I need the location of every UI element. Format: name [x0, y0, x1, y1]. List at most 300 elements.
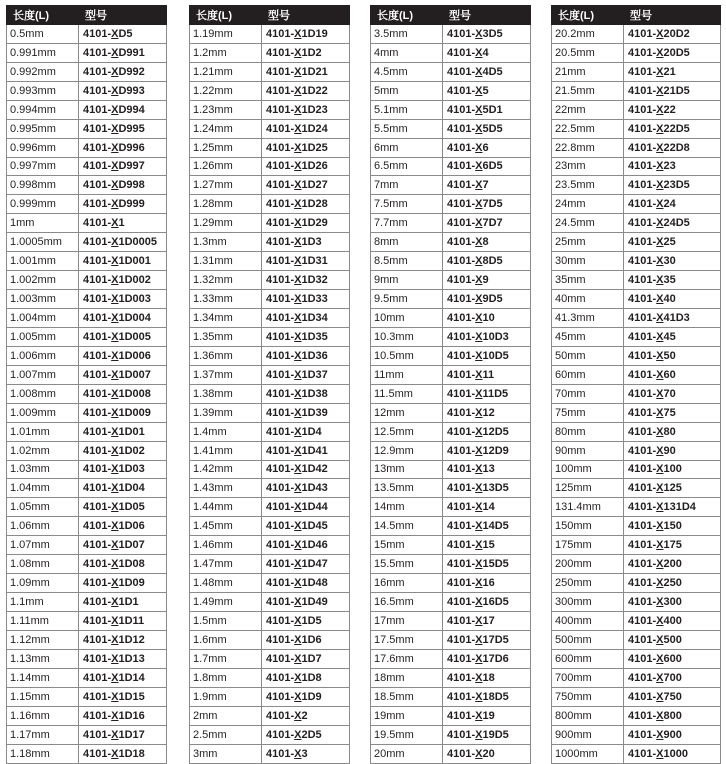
length-cell: 1.34mm: [190, 309, 262, 328]
model-prefix: 4101-: [447, 444, 476, 457]
length-cell: 0.998mm: [7, 176, 79, 195]
table-row: [371, 517, 531, 536]
model-x-letter: X: [111, 558, 119, 571]
model-prefix: 4101-: [447, 65, 476, 78]
model-x-letter: X: [294, 293, 302, 306]
length-cell: 41.3mm: [552, 309, 624, 328]
model-x-letter: X: [475, 103, 483, 116]
model-prefix: 4101-: [447, 311, 476, 324]
model-cell: [262, 460, 350, 479]
model-prefix: 4101-: [266, 217, 295, 230]
model-x-letter: X: [294, 671, 302, 684]
model-cell: [624, 687, 721, 706]
table-row: [552, 365, 721, 384]
model-x-letter: X: [656, 539, 664, 552]
table-row: [7, 233, 167, 252]
model-suffix: 15D5: [482, 558, 509, 571]
table-row: [190, 43, 350, 62]
model-cell: [79, 100, 167, 119]
model-suffix: 1D19: [301, 27, 328, 40]
table-row: [552, 744, 721, 763]
length-cell: 1.42mm: [190, 460, 262, 479]
model-suffix: 1D007: [118, 368, 151, 381]
model-suffix: 1D33: [301, 293, 328, 306]
model-cell: [443, 271, 531, 290]
model-suffix: 21D5: [663, 84, 690, 97]
model-cell: [79, 706, 167, 725]
model-suffix: 150: [663, 520, 682, 533]
model-cell: [624, 119, 721, 138]
model-x-letter: X: [475, 482, 483, 495]
model-x-letter: X: [294, 501, 302, 514]
length-cell: 11mm: [371, 365, 443, 384]
length-cell: 23mm: [552, 157, 624, 176]
model-suffix: 35: [663, 274, 676, 287]
length-cell: 1.39mm: [190, 403, 262, 422]
model-x-letter: X: [475, 444, 483, 457]
table-row: [552, 630, 721, 649]
length-cell: 1.02mm: [7, 441, 79, 460]
model-x-letter: X: [656, 274, 664, 287]
model-cell: [79, 593, 167, 612]
model-suffix: 10D3: [482, 330, 509, 343]
model-suffix: 200: [663, 558, 682, 571]
model-cell: [443, 725, 531, 744]
model-suffix: 11: [482, 368, 495, 381]
model-cell: [624, 271, 721, 290]
model-x-letter: X: [294, 690, 302, 703]
model-cell: [262, 346, 350, 365]
model-suffix: 1D8: [301, 671, 322, 684]
model-x-letter: X: [475, 179, 483, 192]
model-prefix: 4101-: [266, 160, 295, 173]
model-suffix: 131D4: [663, 501, 696, 514]
model-cell: [262, 43, 350, 62]
model-cell: [624, 195, 721, 214]
table-row: [552, 214, 721, 233]
model-suffix: 7D7: [482, 217, 503, 230]
length-cell: 1.06mm: [7, 517, 79, 536]
model-x-letter: X: [656, 293, 664, 306]
length-cell: 1.38mm: [190, 384, 262, 403]
table-row: [7, 479, 167, 498]
table-row: [371, 441, 531, 460]
model-cell: [624, 43, 721, 62]
model-suffix: 1D37: [301, 368, 328, 381]
table-row: [7, 138, 167, 157]
table-row: [371, 403, 531, 422]
model-x-letter: X: [111, 690, 119, 703]
table-row: [7, 555, 167, 574]
model-cell: [79, 555, 167, 574]
model-x-letter: X: [656, 255, 664, 268]
length-cell: 24.5mm: [552, 214, 624, 233]
model-prefix: 4101-: [628, 293, 657, 306]
table-row: [371, 555, 531, 574]
length-cell: 1.19mm: [190, 24, 262, 43]
model-prefix: 4101-: [83, 444, 112, 457]
model-suffix: 1D2: [301, 46, 322, 59]
model-x-letter: X: [111, 709, 119, 722]
model-cell: [443, 479, 531, 498]
model-suffix: 1D25: [301, 141, 328, 154]
table-row: [552, 309, 721, 328]
model-prefix: 4101-: [83, 103, 112, 116]
model-suffix: 6D5: [482, 160, 503, 173]
model-cell: [624, 744, 721, 763]
table-row: [190, 24, 350, 43]
length-cell: 1.47mm: [190, 555, 262, 574]
length-cell: 1.26mm: [190, 157, 262, 176]
model-cell: [624, 100, 721, 119]
model-prefix: 4101-: [83, 539, 112, 552]
length-cell: 50mm: [552, 346, 624, 365]
length-cell: 90mm: [552, 441, 624, 460]
model-suffix: 1D5: [301, 614, 322, 627]
model-x-letter: X: [111, 747, 119, 760]
model-cell: [79, 138, 167, 157]
length-cell: 22.5mm: [552, 119, 624, 138]
table-row: [371, 290, 531, 309]
model-cell: [79, 24, 167, 43]
model-cell: [624, 725, 721, 744]
length-cell: 200mm: [552, 555, 624, 574]
length-cell: 19mm: [371, 706, 443, 725]
table-row: [7, 195, 167, 214]
model-x-letter: X: [656, 444, 664, 457]
table-row: [190, 327, 350, 346]
model-x-letter: X: [656, 690, 664, 703]
model-x-letter: X: [111, 236, 119, 249]
model-x-letter: X: [475, 387, 483, 400]
model-prefix: 4101-: [83, 349, 112, 362]
model-cell: [262, 365, 350, 384]
table-row: [7, 290, 167, 309]
model-prefix: 4101-: [447, 690, 476, 703]
model-cell: [262, 517, 350, 536]
length-cell: 0.996mm: [7, 138, 79, 157]
model-x-letter: X: [111, 274, 119, 287]
model-x-letter: X: [656, 330, 664, 343]
model-cell: [262, 252, 350, 271]
table-row: [552, 43, 721, 62]
model-prefix: 4101-: [266, 633, 295, 646]
length-cell: 0.992mm: [7, 62, 79, 81]
model-suffix: 1D1: [118, 596, 139, 609]
table-row: [7, 24, 167, 43]
model-cell: [79, 290, 167, 309]
model-x-letter: X: [475, 274, 483, 287]
model-suffix: 1D22: [301, 84, 328, 97]
model-suffix: 90: [663, 444, 676, 457]
length-cell: 1.05mm: [7, 498, 79, 517]
model-prefix: 4101-: [266, 520, 295, 533]
length-cell: 16.5mm: [371, 593, 443, 612]
model-prefix: 4101-: [266, 65, 295, 78]
model-cell: [79, 309, 167, 328]
length-cell: 35mm: [552, 271, 624, 290]
model-prefix: 4101-: [628, 501, 657, 514]
model-suffix: 15: [482, 539, 495, 552]
length-cell: 18.5mm: [371, 687, 443, 706]
model-suffix: 1D36: [301, 349, 328, 362]
model-prefix: 4101-: [83, 614, 112, 627]
table-row: [371, 119, 531, 138]
model-prefix: 4101-: [83, 160, 112, 173]
model-x-letter: X: [294, 633, 302, 646]
model-prefix: 4101-: [447, 728, 476, 741]
model-cell: [624, 62, 721, 81]
model-x-letter: X: [475, 122, 483, 135]
length-cell: 1.28mm: [190, 195, 262, 214]
model-x-letter: X: [294, 368, 302, 381]
model-x-letter: X: [656, 747, 664, 760]
model-cell: [79, 327, 167, 346]
model-prefix: 4101-: [266, 368, 295, 381]
table-row: [371, 498, 531, 517]
model-prefix: 4101-: [447, 198, 476, 211]
model-suffix: 1D13: [118, 652, 145, 665]
model-suffix: 1D14: [118, 671, 145, 684]
table-row: [7, 422, 167, 441]
model-cell: [262, 271, 350, 290]
model-header: 型号: [262, 6, 350, 25]
model-x-letter: X: [111, 179, 119, 192]
model-x-letter: X: [111, 577, 119, 590]
table-row: [190, 574, 350, 593]
length-cell: 1.6mm: [190, 630, 262, 649]
model-x-letter: X: [656, 387, 664, 400]
length-cell: 1.04mm: [7, 479, 79, 498]
model-cell: [624, 498, 721, 517]
model-cell: [79, 195, 167, 214]
model-prefix: 4101-: [266, 84, 295, 97]
length-cell: 0.997mm: [7, 157, 79, 176]
length-cell: 600mm: [552, 649, 624, 668]
model-prefix: 4101-: [266, 311, 295, 324]
model-suffix: 500: [663, 633, 682, 646]
model-x-letter: X: [111, 293, 119, 306]
length-cell: 13mm: [371, 460, 443, 479]
length-cell: 1.27mm: [190, 176, 262, 195]
length-cell: 6mm: [371, 138, 443, 157]
model-cell: [443, 62, 531, 81]
length-cell: 19.5mm: [371, 725, 443, 744]
model-cell: [262, 612, 350, 631]
model-prefix: 4101-: [266, 179, 295, 192]
model-prefix: 4101-: [83, 482, 112, 495]
table-row: [190, 138, 350, 157]
length-cell: 11.5mm: [371, 384, 443, 403]
length-cell: 1.7mm: [190, 649, 262, 668]
model-suffix: 1D06: [118, 520, 145, 533]
model-cell: [79, 744, 167, 763]
length-cell: 15.5mm: [371, 555, 443, 574]
length-cell: 400mm: [552, 612, 624, 631]
model-prefix: 4101-: [628, 444, 657, 457]
table-row: [7, 62, 167, 81]
length-cell: 1.49mm: [190, 593, 262, 612]
table-row: [190, 309, 350, 328]
model-x-letter: X: [111, 255, 119, 268]
model-prefix: 4101-: [266, 349, 295, 362]
model-prefix: 4101-: [628, 633, 657, 646]
table-row: [371, 81, 531, 100]
model-suffix: 1D0005: [118, 236, 158, 249]
table-row: [552, 422, 721, 441]
model-prefix: 4101-: [83, 709, 112, 722]
length-cell: 1.1mm: [7, 593, 79, 612]
length-cell: 1.4mm: [190, 422, 262, 441]
model-suffix: 4D5: [482, 65, 503, 78]
length-cell: 10.3mm: [371, 327, 443, 346]
model-cell: [443, 612, 531, 631]
table-row: [7, 460, 167, 479]
model-x-letter: X: [475, 293, 483, 306]
model-x-letter: X: [294, 65, 302, 78]
table-row: [371, 138, 531, 157]
model-prefix: 4101-: [447, 558, 476, 571]
table-row: [190, 706, 350, 725]
model-cell: [79, 460, 167, 479]
length-cell: 6.5mm: [371, 157, 443, 176]
model-suffix: 1: [118, 217, 125, 230]
model-suffix: 17D6: [482, 652, 509, 665]
model-suffix: D992: [118, 65, 145, 78]
model-suffix: 1D4: [301, 425, 322, 438]
model-suffix: 400: [663, 614, 682, 627]
model-x-letter: X: [656, 236, 664, 249]
length-cell: 80mm: [552, 422, 624, 441]
model-cell: [262, 668, 350, 687]
model-prefix: 4101-: [447, 425, 476, 438]
model-prefix: 4101-: [83, 65, 112, 78]
model-suffix: 1D35: [301, 330, 328, 343]
model-prefix: 4101-: [83, 236, 112, 249]
model-prefix: 4101-: [83, 293, 112, 306]
model-cell: [262, 309, 350, 328]
model-suffix: 10D5: [482, 349, 509, 362]
length-cell: 18mm: [371, 668, 443, 687]
model-x-letter: X: [656, 652, 664, 665]
model-suffix: 13D5: [482, 482, 509, 495]
model-cell: [624, 422, 721, 441]
length-cell: 14.5mm: [371, 517, 443, 536]
model-prefix: 4101-: [83, 141, 112, 154]
model-cell: [262, 498, 350, 517]
table-row: [552, 536, 721, 555]
model-x-letter: X: [656, 46, 664, 59]
length-cell: 1.09mm: [7, 574, 79, 593]
length-cell: 1.45mm: [190, 517, 262, 536]
length-cell: 131.4mm: [552, 498, 624, 517]
model-suffix: 13: [482, 463, 495, 476]
length-cell: 700mm: [552, 668, 624, 687]
model-prefix: 4101-: [83, 198, 112, 211]
model-cell: [79, 271, 167, 290]
model-suffix: 5D5: [482, 122, 503, 135]
model-cell: [262, 384, 350, 403]
model-prefix: 4101-: [447, 520, 476, 533]
model-cell: [443, 593, 531, 612]
model-x-letter: X: [475, 160, 483, 173]
length-cell: 1.12mm: [7, 630, 79, 649]
model-cell: [262, 555, 350, 574]
model-cell: [624, 176, 721, 195]
model-suffix: 1D001: [118, 255, 151, 268]
length-cell: 1.008mm: [7, 384, 79, 403]
table-row: [7, 612, 167, 631]
length-header: 长度(L): [190, 6, 262, 25]
model-prefix: 4101-: [266, 198, 295, 211]
model-prefix: 4101-: [83, 330, 112, 343]
model-x-letter: X: [656, 217, 664, 230]
model-suffix: 14: [482, 501, 495, 514]
length-cell: 1.29mm: [190, 214, 262, 233]
length-cell: 1.41mm: [190, 441, 262, 460]
model-x-letter: X: [294, 539, 302, 552]
model-suffix: 20: [482, 747, 495, 760]
model-cell: [624, 706, 721, 725]
model-suffix: D5: [118, 27, 133, 40]
model-cell: [262, 176, 350, 195]
model-cell: [262, 536, 350, 555]
table-row: [190, 687, 350, 706]
model-suffix: 1D04: [118, 482, 145, 495]
table-header-row: [7, 6, 167, 25]
model-prefix: 4101-: [266, 444, 295, 457]
model-prefix: 4101-: [628, 198, 657, 211]
table-row: [552, 574, 721, 593]
model-x-letter: X: [111, 27, 119, 40]
table-row: [7, 403, 167, 422]
model-cell: [443, 233, 531, 252]
model-suffix: 1D21: [301, 65, 328, 78]
model-x-letter: X: [294, 387, 302, 400]
model-cell: [624, 346, 721, 365]
model-prefix: 4101-: [83, 122, 112, 135]
length-cell: 1.15mm: [7, 687, 79, 706]
model-suffix: 1D006: [118, 349, 151, 362]
length-cell: 17mm: [371, 612, 443, 631]
model-prefix: 4101-: [266, 558, 295, 571]
model-cell: [443, 498, 531, 517]
model-cell: [624, 81, 721, 100]
table-row: [552, 119, 721, 138]
table-row: [371, 157, 531, 176]
model-x-letter: X: [294, 728, 302, 741]
model-cell: [262, 422, 350, 441]
table-row: [371, 384, 531, 403]
model-suffix: 14D5: [482, 520, 509, 533]
model-x-letter: X: [656, 596, 664, 609]
model-suffix: 1D009: [118, 406, 151, 419]
table-row: [190, 62, 350, 81]
model-suffix: 22D5: [663, 122, 690, 135]
model-x-letter: X: [294, 122, 302, 135]
model-prefix: 4101-: [266, 596, 295, 609]
table-row: [552, 138, 721, 157]
table-row: [552, 346, 721, 365]
model-prefix: 4101-: [447, 482, 476, 495]
model-prefix: 4101-: [83, 217, 112, 230]
table-row: [7, 271, 167, 290]
table-row: [552, 176, 721, 195]
model-x-letter: X: [111, 463, 119, 476]
model-suffix: 8: [482, 236, 489, 249]
length-cell: 4mm: [371, 43, 443, 62]
length-cell: 125mm: [552, 479, 624, 498]
